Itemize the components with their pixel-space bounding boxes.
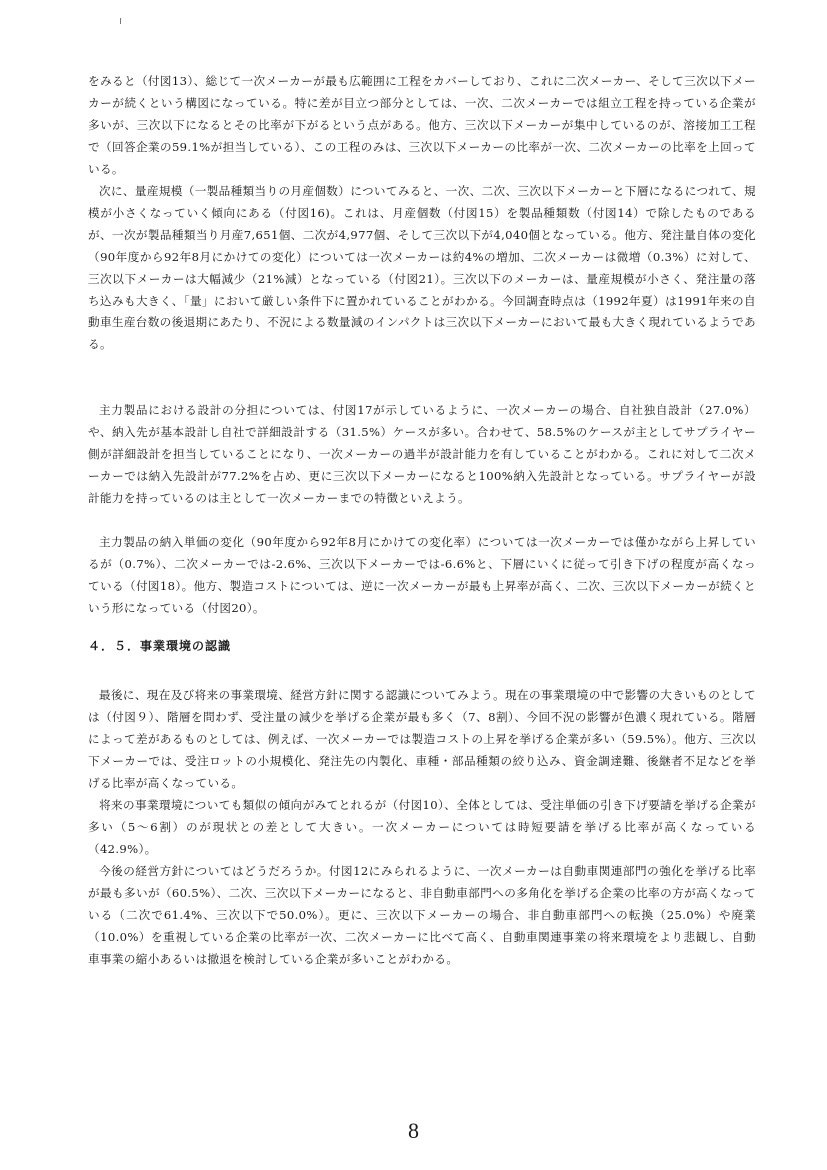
scan-mark xyxy=(120,18,121,24)
page-number: 8 xyxy=(408,1118,419,1143)
paragraph-unit-price-change: 主力製品の納入単価の変化（90年度から92年8月にかけての変化率）については一次メーカーでは僅かながら上昇しているが（0.7%）、二次メーカーでは-2.6%、三次以下メーカーでは-6.6%と、下層にいくに従って引き下げの程度が高くなっている（付図18）。他方、製造コストについては、逆に一次メーカーが最も上昇率が高く、二次、三次以下メーカーが続くという形になっている（付図20）。 xyxy=(88,535,756,615)
paragraph-process-coverage: をみると（付図13）、総じて一次メーカーが最も広範囲に工程をカバーしており、これに二次メーカー、そして三次以下メーカーが続くという構図になっている。特に差が目立つ部分としては、一次、二次メーカーでは組立工程を持っている企業が多いが、三次以下になるとその比率が下がるという点がある。他方、三次以下メーカーが集中しているのが、溶接加工工程で（回答企業の59.1%が担当している）、この工程のみは、三次以下メーカーの比率が一次、二次メーカーの比率を上回っている。 xyxy=(88,74,756,176)
paragraph-business-environment: 最後に、現在及び将来の事業環境、経営方針に関する認識についてみよう。現在の事業環境の中で影響の大きいものとしては（付図９）、階層を問わず、受注量の減少を挙げる企業が最も多く（7、8割）、今回不況の影響が色濃く現れている。階層によって差があるものとしては、例えば、一次メーカーでは製造コストの上昇を挙げる企業が多い（59.5%）。他方、三次以下メーカーでは、受注ロットの小規模化、発注先の内製化、車種・部品種類の絞り込み、資金調達難、後継者不足などを挙げる比率が高くなっている。 xyxy=(88,688,756,790)
section-heading: ４．５．事業環境の認識 xyxy=(88,639,232,653)
paragraph-production-scale: 次に、量産規模（一製品種類当りの月産個数）についてみると、一次、二次、三次以下メーカーと下層になるにつれて、規模が小さくなっていく傾向にある（付図16)。これは、月産個数（付図15）を製品種類数（付図14）で除したものであるが、一次が製品種類当り月産7,651個、二次が4,977個、そして三次以下が4,040個となっている。他方、発注量自体の変化（90年度から92年8月にかけての変化）については一次メーカーは約4%の増加、二次メーカーは微増（0.3%）に対して、三次以下メーカーは大幅減少（21%減）となっている（付図21）。三次以下のメーカーは、量産規模が小さく、発注量の落ち込みも大きく、「量」において厳しい条件下に置かれていることがわかる。今回調査時点は（1992年夏）は1991年来の自動車生産台数の後退期にあたり、不況による数量減のインパクトは三次以下メーカーにおいて最も大きく現れているようである。 xyxy=(88,184,756,352)
paragraph-design-division: 主力製品における設計の分担については、付図17が示しているように、一次メーカーの場合、自社独自設計（27.0%）や、納入先が基本設計し自社で詳細設計する（31.5%）ケースが多い。合わせて、58.5%のケースが主としてサプライヤー側が詳細設計を担当していることになり、一次メーカーの過半が設計能力を有していることがわかる。これに対して二次メーカーでは納入先設計が77.2%を占め、更に三次以下メーカーになると100%納入先設計となっている。サプライヤーが設計能力を持っているのは主として一次メーカーまでの特徴といえよう。 xyxy=(88,403,756,505)
paragraph-future-environment: 将来の事業環境についても類似の傾向がみてとれるが（付図10）、全体としては、受注単価の引き下げ要請を挙げる企業が多い（5～6割）のが現状との差として大きい。一次メーカーについては時短要請を挙げる比率が高くなっている（42.9%）。 xyxy=(88,798,756,856)
paragraph-management-policy: 今後の経営方針についてはどうだろうか。付図12にみられるように、一次メーカーは自動車関連部門の強化を挙げる比率が最も多いが（60.5%）、二次、三次以下メーカーになると、非自動車部門への多角化を挙げる企業の比率の方が高くなっている（二次で61.4%、三次以下で50.0%）。更に、三次以下メーカーの場合、非自動車部門への転換（25.0%）や廃業（10.0%）を重視している企業の比率が一次、二次メーカーに比べて高く、自動車関連事業の将来環境をより悲観し、自動車事業の縮小あるいは撤退を検討している企業が多いことがわかる。 xyxy=(88,864,756,966)
